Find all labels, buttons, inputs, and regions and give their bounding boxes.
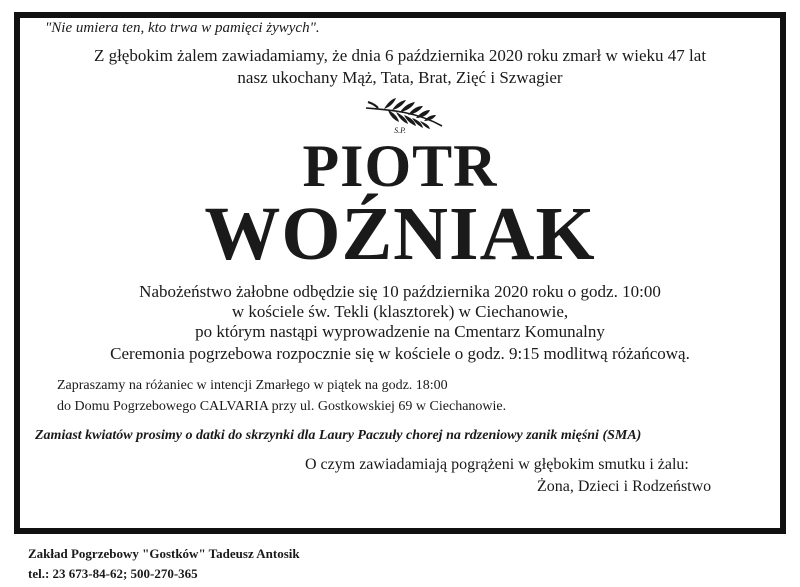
first-name: PIOTR <box>302 133 498 199</box>
funeral-home-name: Zakład Pogrzebowy "Gostków" Tadeusz Antosik <box>28 546 300 561</box>
flowers-request: Zamiast kwiatów prosimy o datki do skrzynki dla Laury Paczuły chorej na rdzeniowy zanik mięśni (SMA) <box>35 428 642 443</box>
rosary-line: do Domu Pogrzebowego CALVARIA przy ul. Gostkowskiej 69 w Ciechanowie. <box>57 399 507 414</box>
family-signature: Żona, Dzieci i Rodzeństwo <box>537 478 712 495</box>
service-line: Nabożeństwo żałobne odbędzie się 10 października 2020 roku o godz. 10:00 <box>139 282 661 301</box>
rosary-line: Zapraszamy na różaniec w intencji Zmarłego w piątek na godz. 18:00 <box>57 378 448 393</box>
last-name: WOŹNIAK <box>204 192 596 276</box>
service-line: po którym nastąpi wyprowadzenie na Cmentarz Komunalny <box>195 322 605 341</box>
farewell-line: O czym zawiadamiają pogrążeni w głębokim smutku i żalu: <box>305 456 689 473</box>
ornament-caption: S.P. <box>394 126 406 135</box>
service-line: Ceremonia pogrzebowa rozpocznie się w kościele o godz. 9:15 modlitwą różańcową. <box>110 344 690 363</box>
intro-line-2: nasz ukochany Mąż, Tata, Brat, Zięć i Szwagier <box>237 68 563 87</box>
intro-line-1: Z głębokim żalem zawiadamiamy, że dnia 6 października 2020 roku zmarł w wieku 47 lat <box>93 46 707 65</box>
motto: "Nie umiera ten, kto trwa w pamięci żywych". <box>45 20 320 36</box>
service-line: w kościele św. Tekli (klasztorek) w Ciechanowie, <box>231 302 569 321</box>
funeral-home-phone: tel.: 23 673-84-62; 500-270-365 <box>28 566 198 581</box>
